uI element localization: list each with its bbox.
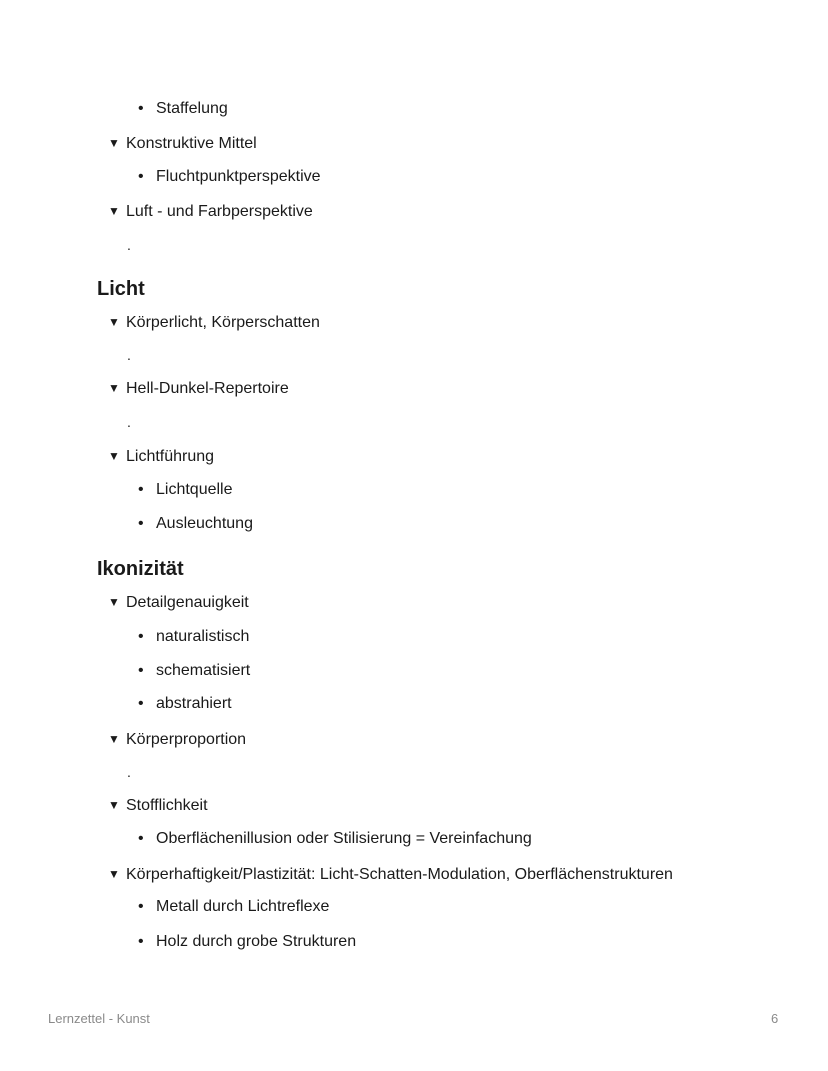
bullet-marker: • [138,898,144,915]
section-heading-licht: Licht [97,278,145,300]
list-item [138,897,329,917]
toggle-item-stofflichkeit[interactable] [108,795,208,816]
bullet-marker: • [138,168,144,185]
toggle-item-konstruktive-mittel[interactable] [108,133,257,154]
list-item-text: Oberflächenillusion oder Stilisierung = Vereinfachung [156,830,532,847]
toggle-triangle-icon[interactable]: ▼ [108,732,120,746]
toggle-label: Konstruktive Mittel [126,135,257,152]
toggle-triangle-icon[interactable]: ▼ [108,867,120,881]
bullet-marker: • [138,695,144,712]
bullet-marker: • [138,662,144,679]
toggle-label: Lichtführung [126,448,215,465]
toggle-triangle-icon[interactable]: ▼ [108,204,120,218]
footer-title: Lernzettel - Kunst [48,1011,150,1026]
toggle-triangle-icon[interactable]: ▼ [108,595,120,609]
toggle-item-koerperhaftigkeit[interactable] [108,864,673,885]
toggle-item-koerperproportion[interactable] [108,729,246,750]
toggle-label: Hell-Dunkel-Repertoire [126,380,289,397]
list-item-text: Metall durch Lichtreflexe [156,898,330,915]
list-item [138,627,249,647]
placeholder-dot: . [127,347,131,363]
list-item-text: abstrahiert [156,695,232,712]
bullet-marker: • [138,100,144,117]
bullet-marker: • [138,515,144,532]
toggle-item-hell-dunkel[interactable] [108,378,289,399]
toggle-triangle-icon[interactable]: ▼ [108,798,120,812]
footer-page-number: 6 [771,1011,779,1026]
list-item [138,480,233,500]
list-item-text: schematisiert [156,662,251,679]
toggle-label: Körperlicht, Körperschatten [126,314,320,331]
bullet-marker: • [138,628,144,645]
list-item [138,514,253,534]
placeholder-dot: . [127,414,131,430]
toggle-label: Detailgenauigkeit [126,594,249,611]
bullet-marker: • [138,481,144,498]
placeholder-dot: . [127,764,131,780]
section-heading-ikonizitaet: Ikonizität [97,558,184,580]
toggle-label: Körperhaftigkeit/Plastizität: Licht-Schatten-Modulation, Oberflächenstrukturen [126,866,673,883]
bullet-marker: • [138,933,144,950]
list-item [138,694,232,714]
bullet-marker: • [138,830,144,847]
toggle-label: Luft - und Farbperspektive [126,203,313,220]
list-item-text: Ausleuchtung [156,515,253,532]
list-item-text: Fluchtpunktperspektive [156,168,321,185]
list-item [138,661,250,681]
placeholder-dot: . [127,237,131,253]
list-item [138,99,228,119]
toggle-triangle-icon[interactable]: ▼ [108,381,120,395]
list-item-text: Holz durch grobe Strukturen [156,933,357,950]
toggle-label: Stofflichkeit [126,797,208,814]
list-item-text: Staffelung [156,100,228,117]
list-item [138,932,356,952]
toggle-item-lichtfuehrung[interactable] [108,446,214,467]
toggle-item-detailgenauigkeit[interactable] [108,592,249,613]
list-item-text: naturalistisch [156,628,250,645]
toggle-triangle-icon[interactable]: ▼ [108,449,120,463]
toggle-item-luft-farbperspektive[interactable] [108,201,313,222]
list-item [138,167,321,187]
list-item [138,829,532,849]
toggle-triangle-icon[interactable]: ▼ [108,315,120,329]
toggle-label: Körperproportion [126,731,247,748]
toggle-triangle-icon[interactable]: ▼ [108,136,120,150]
list-item-text: Lichtquelle [156,481,233,498]
toggle-item-koerperlicht[interactable] [108,312,320,333]
